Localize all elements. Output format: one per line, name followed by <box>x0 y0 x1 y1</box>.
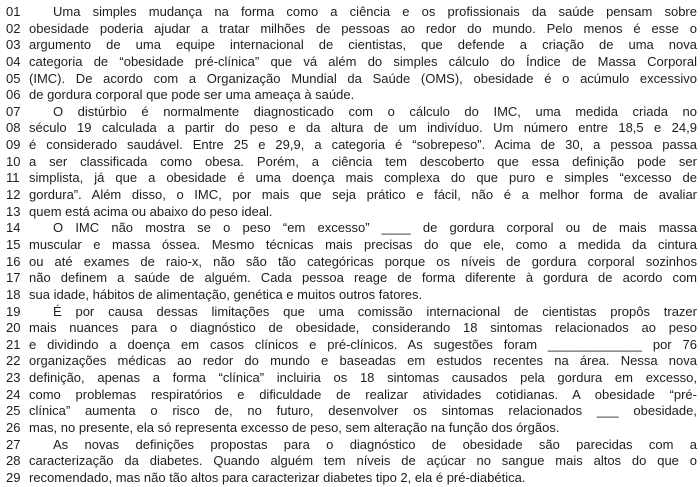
text-line <box>6 137 697 154</box>
line-number: 28 <box>6 453 21 469</box>
line-text: O distúrbio é normalmente diagnosticado com o cálculo do IMC, uma medida criada no <box>53 103 697 119</box>
text-line <box>6 120 697 137</box>
line-text: muscular e massa óssea. Mesmo técnicas mais precisas do que ele, como a medida da cintura <box>29 236 697 252</box>
text-line <box>6 470 697 487</box>
line-number: 23 <box>6 370 21 386</box>
line-text: século 19 calculada a partir do peso e da altura de um indivíduo. Um número entre 18,5 e 24,9 <box>29 120 697 136</box>
line-number: 21 <box>6 336 21 352</box>
line-number: 13 <box>6 203 21 219</box>
line-text: Uma simples mudança na forma como a ciência e os profissionais da saúde pensam sobre <box>53 4 697 19</box>
line-text: de gordura corporal que pode ser uma ameaça à saúde. <box>29 87 355 103</box>
text-line <box>6 87 697 104</box>
line-text: argumento de uma equipe internacional de cientistas, que defende a criação de uma nova <box>29 37 697 53</box>
line-number: 17 <box>6 270 21 286</box>
line-text: não definem a saúde de alguém. Cada pessoa reage de forma diferente à gordura de acordo com <box>29 270 697 286</box>
line-number: 08 <box>6 120 21 136</box>
line-number: 20 <box>6 320 21 336</box>
text-line <box>6 204 697 221</box>
line-text: recomendado, mas não tão altos para caracterizar diabetes tipo 2, ela é pré-diabética. <box>29 469 526 485</box>
line-number: 07 <box>6 103 21 119</box>
text-line <box>6 403 697 420</box>
text-line <box>6 154 697 171</box>
line-text: É por causa dessas limitações que uma comissão internacional de cientistas propôs trazer <box>53 303 697 319</box>
text-line <box>6 220 697 237</box>
line-number: 09 <box>6 137 21 153</box>
line-text: caracterização da diabetes. Quando alguém tem níveis de açúcar no sangue mais altos do que o <box>29 453 697 469</box>
line-number: 22 <box>6 353 21 369</box>
line-number: 18 <box>6 286 21 302</box>
text-line <box>6 4 697 21</box>
line-text: ou até exames de raio-x, não são tão categóricas porque os níveis de gordura corporal sozinhos <box>29 253 697 269</box>
text-line <box>6 54 697 71</box>
line-number: 04 <box>6 53 21 69</box>
line-number: 25 <box>6 403 21 419</box>
line-number: 03 <box>6 37 21 53</box>
line-text: clínica” aumenta o risco de, no futuro, desenvolver os sintomas relacionados ___ obesidade, <box>29 403 697 419</box>
line-text: simplista, já que a obesidade é uma doença mais complexa do que puro e simples “excesso de <box>29 170 697 186</box>
line-text: mais nuances para o diagnóstico de obesidade, considerando 18 sintomas relacionados ao peso <box>29 320 697 336</box>
text-line <box>6 254 697 271</box>
line-number: 02 <box>6 20 21 36</box>
text-body <box>6 4 697 487</box>
line-number: 27 <box>6 436 21 452</box>
line-text: quem está acima ou abaixo do peso ideal. <box>29 203 273 219</box>
text-line <box>6 21 697 38</box>
line-number: 29 <box>6 469 21 485</box>
line-text: gordura”. Além disso, o IMC, por mais que seja prático e fácil, não é a melhor forma de avaliar <box>29 187 697 203</box>
text-line <box>6 170 697 187</box>
line-number: 24 <box>6 386 21 402</box>
line-text: mas, no presente, ela só representa excesso de peso, sem alteração na função dos órgãos. <box>29 420 560 436</box>
text-line <box>6 304 697 321</box>
text-line <box>6 420 697 437</box>
line-text: (IMC). De acordo com a Organização Mundial da Saúde (OMS), obesidade é o acúmulo excessivo <box>29 70 697 86</box>
line-number: 16 <box>6 253 21 269</box>
line-number: 01 <box>6 4 21 19</box>
line-number: 19 <box>6 303 21 319</box>
line-text: como problemas respiratórios e dificuldade de realizar atividades cotidianas. A obesidade “pré- <box>29 386 697 402</box>
text-line <box>6 337 697 354</box>
line-text: definição, apenas a forma “clínica” incluiria os 18 sintomas causados pela gordura em excesso, <box>29 370 697 386</box>
line-text: organizações médicas ao redor do mundo e baseadas em estudos recentes na área. Nessa nova <box>29 353 697 369</box>
line-number: 12 <box>6 187 21 203</box>
text-line <box>6 237 697 254</box>
line-number: 05 <box>6 70 21 86</box>
text-line <box>6 187 697 204</box>
line-text: sua idade, hábitos de alimentação, genética e muitos outros fatores. <box>29 286 423 302</box>
text-line <box>6 387 697 404</box>
line-number: 10 <box>6 153 21 169</box>
line-text: As novas definições propostas para o diagnóstico de obesidade são parecidas com a <box>53 436 697 452</box>
line-text: é considerado saudável. Entre 25 e 29,9, a categoria é “sobrepeso”. Acima de 30, a pessoa passa <box>29 137 697 153</box>
line-text: a ser classificada como obesa. Porém, a ciência tem descoberto que essa definição pode ser <box>29 153 697 169</box>
text-line <box>6 437 697 454</box>
line-number: 15 <box>6 236 21 252</box>
text-line <box>6 270 697 287</box>
line-number: 14 <box>6 220 21 236</box>
text-line <box>6 104 697 121</box>
line-text: O IMC não mostra se o peso “em excesso” ____ de gordura corporal ou de mais massa <box>53 220 697 236</box>
text-line <box>6 287 697 304</box>
line-text: e dividindo a doença em casos clínicos e pré-clínicos. As sugestões foram _____________ por 76 <box>29 336 697 352</box>
text-line <box>6 370 697 387</box>
line-number: 06 <box>6 87 21 103</box>
text-line <box>6 353 697 370</box>
text-line <box>6 320 697 337</box>
line-text: obesidade poderia ajudar a tratar milhões de pessoas ao redor do mundo. Pelo menos é esse o <box>29 20 697 36</box>
line-text: categoria de “obesidade pré-clínica” que vá além do simples cálculo do Índice de Massa Corporal <box>29 53 697 69</box>
line-number: 11 <box>6 170 20 186</box>
text-line <box>6 71 697 88</box>
text-line <box>6 453 697 470</box>
line-number: 26 <box>6 420 21 436</box>
text-line <box>6 37 697 54</box>
